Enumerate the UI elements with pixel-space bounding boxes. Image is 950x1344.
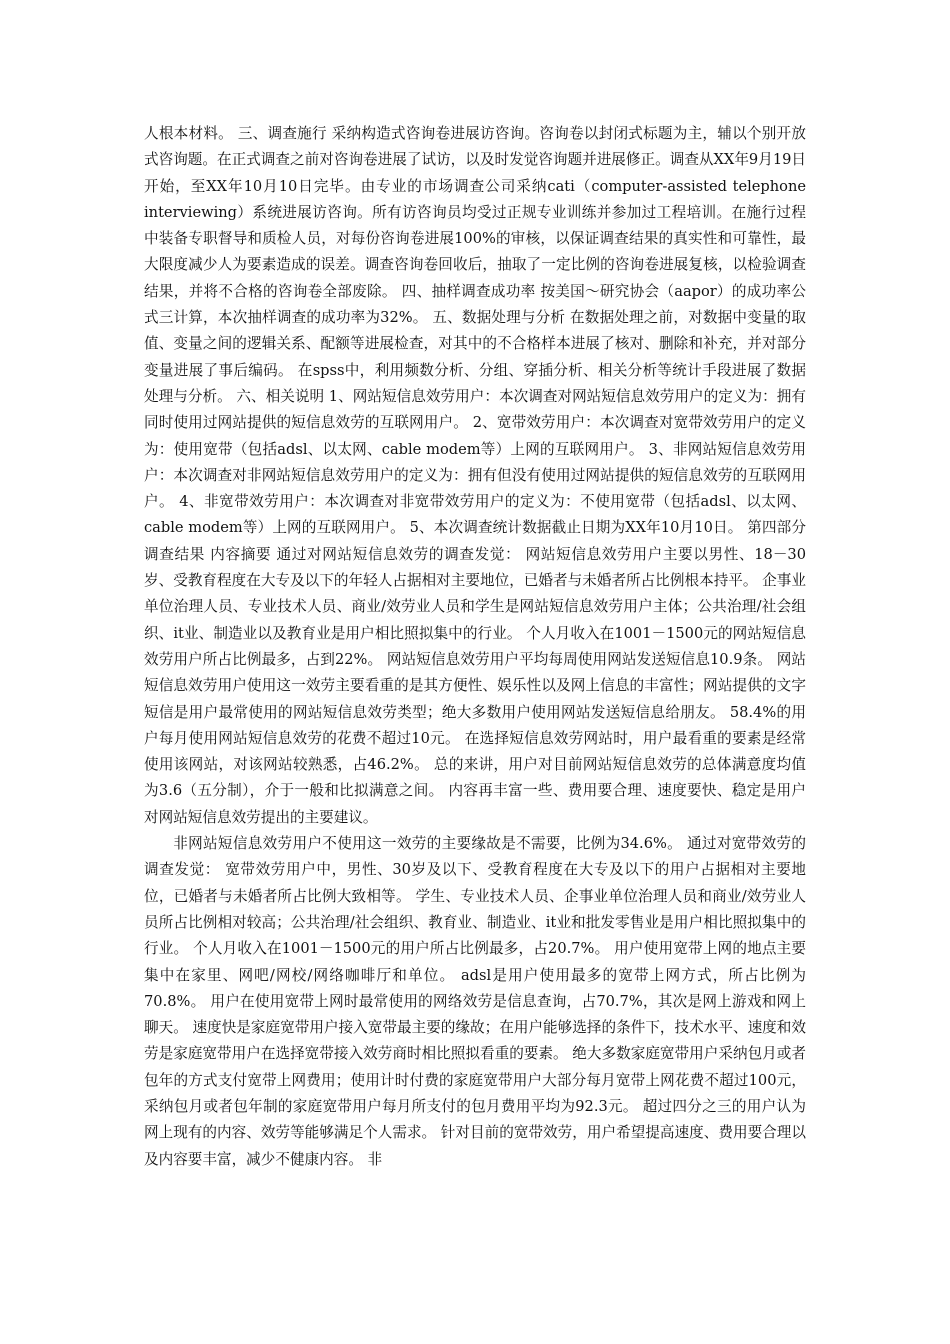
document-body: [144, 121, 806, 1173]
body-paragraph-2: 非网站短信息效劳用户不使用这一效劳的主要缘故是不需要，比例为34.6%。 通过对宽带效劳的调查发觉： 宽带效劳用户中，男性、30岁及以下、受教育程度在大专及以下的用户占据相对主要地位，已婚者与未婚者所占比例大致相等。 学生、专业技术人员、企事业单位治理人员和商业/效劳业人员所占比例相对较高；公共治理/社会组织、教育业、制造业、it业和批发零售业是用户相比照拟集中的行业。 个人月收入在1001－1500元的用户所占比例最多，占20.7%。 用户使用宽带上网的地点主要集中在家里、网吧/网校/网络咖啡厅和单位。 adsl是用户使用最多的宽带上网方式，所占比例为70.8%。 用户在使用宽带上网时最常使用的网络效劳是信息查询，占70.7%，其次是网上游戏和网上聊天。 速度快是家庭宽带用户接入宽带最主要的缘故；在用户能够选择的条件下，技术水平、速度和效劳是家庭宽带用户在选择宽带接入效劳商时相比照拟看重的要素。 绝大多数家庭宽带用户采纳包月或者包年的方式支付宽带上网费用；使用计时付费的家庭宽带用户大部分每月宽带上网花费不超过100元，采纳包月或者包年制的家庭宽带用户每月所支付的包月费用平均为92.3元。 超过四分之三的用户认为网上现有的内容、效劳等能够满足个人需求。 针对目前的宽带效劳，用户希望提高速度、费用要合理以及内容要丰富，减少不健康内容。 非: [144, 835, 806, 1168]
body-paragraph-1: 人根本材料。 三、调查施行 采纳构造式咨询卷进展访咨询。咨询卷以封闭式标题为主，辅以个别开放式咨询题。在正式调查之前对咨询卷进展了试访，以及时发觉咨询题并进展修正。调查从XX年9月19日开始，至XX年10月10日完毕。由专业的市场调查公司采纳cati（computer-assisted telephone interviewing）系统进展访咨询。所有访咨询员均受过正规专业训练并参加过工程培训。在施行过程中装备专职督导和质检人员，对每份咨询卷进展100%的审核，以保证调查结果的真实性和可靠性，最大限度减少人为要素造成的误差。调查咨询卷回收后，抽取了一定比例的咨询卷进展复核，以检验调查结果，并将不合格的咨询卷全部废除。 四、抽样调查成功率 按美国～研究协会（aapor）的成功率公式三计算，本次抽样调查的成功率为32%。 五、数据处理与分析 在数据处理之前，对数据中变量的取值、变量之间的逻辑关系、配额等进展检查，对其中的不合格样本进展了核对、删除和补充，并对部分变量进展了事后编码。 在spss中，利用频数分析、分组、穿插分析、相关分析等统计手段进展了数据处理与分析。 六、相关说明 1、网站短信息效劳用户：本次调查对网站短信息效劳用户的定义为：拥有同时使用过网站提供的短信息效劳的互联网用户。 2、宽带效劳用户：本次调查对宽带效劳用户的定义为：使用宽带（包括adsl、以太网、cable modem等）上网的互联网用户。 3、非网站短信息效劳用户：本次调查对非网站短信息效劳用户的定义为：拥有但没有使用过网站提供的短信息效劳的互联网用户。 4、非宽带效劳用户：本次调查对非宽带效劳用户的定义为：不使用宽带（包括adsl、以太网、cable modem等）上网的互联网用户。 5、本次调查统计数据截止日期为XX年10月10日。 第四部分 调查结果 内容摘要 通过对网站短信息效劳的调查发觉： 网站短信息效劳用户主要以男性、18－30岁、受教育程度在大专及以下的年轻人占据相对主要地位，已婚者与未婚者所占比例根本持平。 企事业单位治理人员、专业技术人员、商业/效劳业人员和学生是网站短信息效劳用户主体；公共治理/社会组织、it业、制造业以及教育业是用户相比照拟集中的行业。 个人月收入在1001－1500元的网站短信息效劳用户所占比例最多，占到22%。 网站短信息效劳用户平均每周使用网站发送短信息10.9条。 网站短信息效劳用户使用这一效劳主要看重的是其方便性、娱乐性以及网上信息的丰富性；网站提供的文字短信是用户最常使用的网站短信息效劳类型；绝大多数用户使用网站发送短信息给朋友。 58.4%的用户每月使用网站短信息效劳的花费不超过10元。 在选择短信息效劳网站时，用户最看重的要素是经常使用该网站，对该网站较熟悉，占46.2%。 总的来讲，用户对目前网站短信息效劳的总体满意度均值为3.6（五分制），介于一般和比拟满意之间。 内容再丰富一些、费用要合理、速度要快、稳定是用户对网站短信息效劳提出的主要建议。: [144, 125, 806, 826]
